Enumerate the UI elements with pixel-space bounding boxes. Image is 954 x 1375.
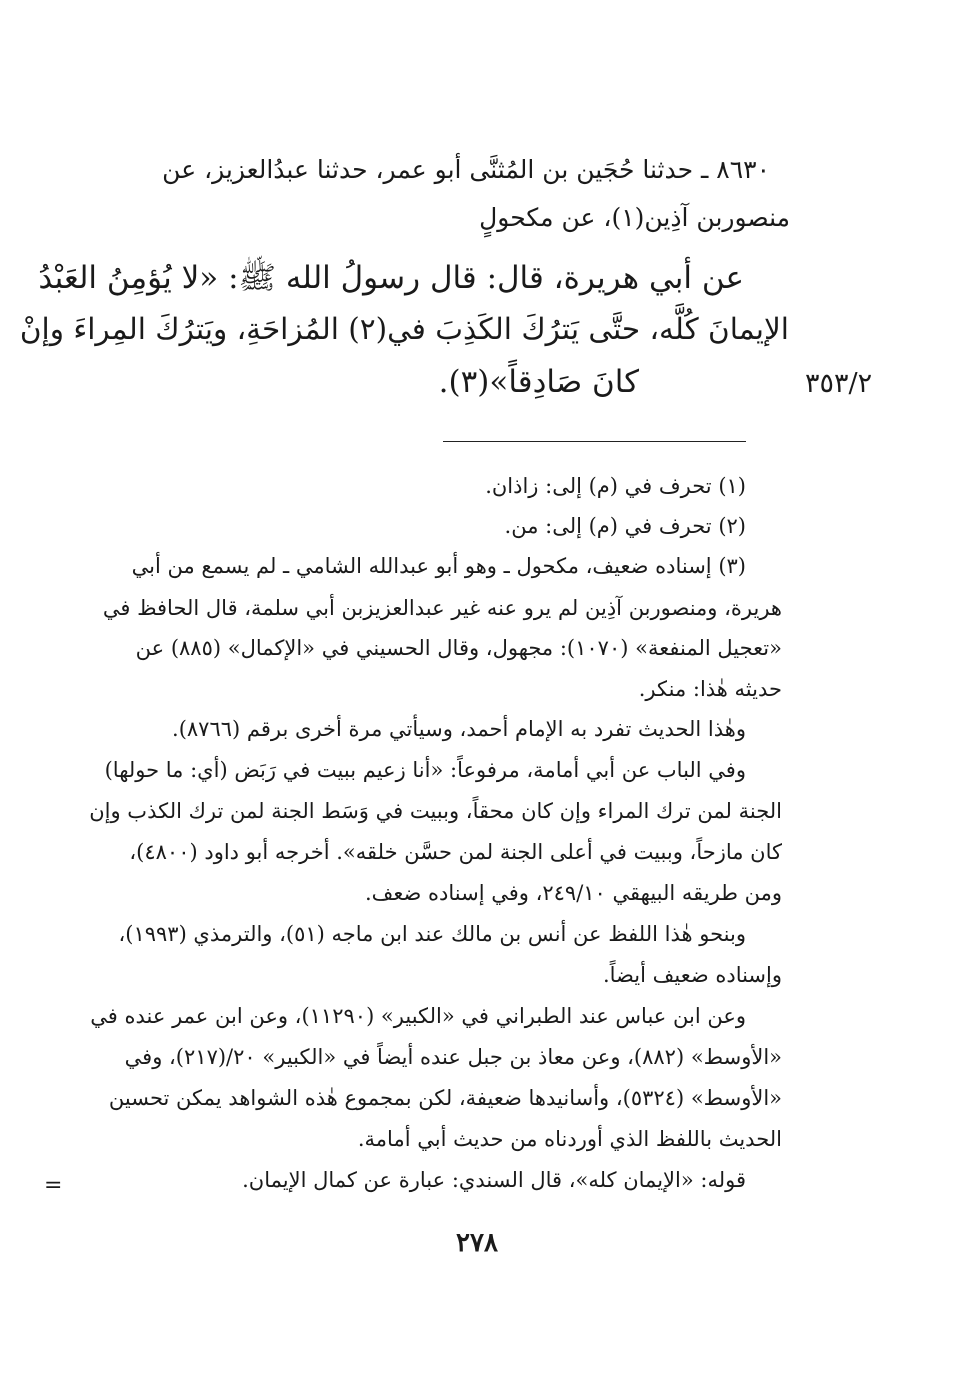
footnote-line: (٢) تحرف في (م) إلى: من. bbox=[504, 514, 746, 538]
matn-line: الإيمانَ كُلَّه، حتَّى يَترُكَ الكَذِبَ في(٢) المُزاحَةِ، ويَترُكَ المِراءَ وإنْ bbox=[19, 312, 789, 346]
footnote-line: «الأوسط» (٨٨٢)، وعن معاذ بن جبل عنده أيضاً في «الكبير» ٢٠/(٢١٧)، وفي bbox=[124, 1045, 782, 1069]
footnote-line: وهٰذا الحديث تفرد به الإمام أحمد، وسيأتي مرة أخرى برقم (٨٧٦٦). bbox=[172, 717, 746, 741]
footnote-line: «تعجيل المنفعة» (١٠٧٠): مجهول، وقال الحسيني في «الإكمال» (٨٨٥) عن bbox=[135, 636, 782, 660]
continuation-mark: = bbox=[44, 1173, 63, 1198]
footnote-line: وبنحو هٰذا اللفظ عن أنس بن مالك عند ابن ماجه (٥١)، والترمذي (١٩٩٣)، bbox=[118, 922, 746, 946]
footnote-line: وفي الباب عن أبي أمامة، مرفوعاً: «أنا زعيم ببيت في رَبَض (أي: ما حولها) bbox=[104, 758, 746, 782]
footnote-line: «الأوسط» (٥٣٢٤)، وأسانيدها ضعيفة، لكن بمجموع هٰذه الشواهد يمكن تحسين bbox=[108, 1086, 782, 1110]
footnote-line: (٣) إسناده ضعيف، مكحول ـ وهو أبو عبدالله الشامي ـ لم يسمع من أبي bbox=[131, 554, 746, 578]
footnote-line: (١) تحرف في (م) إلى: زاذان. bbox=[485, 474, 746, 498]
page-number: ٢٧٨ bbox=[456, 1228, 498, 1258]
footnote-line: قوله: «الإيمان كله»، قال السندي: عبارة عن كمال الإيمان. bbox=[242, 1168, 746, 1192]
footnote-line: ومن طريقه البيهقي ٢٤٩/١٠، وفي إسناده ضعف. bbox=[364, 881, 782, 905]
footnote-line: كان مازحاً، وببيت في أعلى الجنة لمن حسَّن خلقه». أخرجه أبو داود (٤٨٠٠)، bbox=[129, 840, 782, 864]
footnote-line: الجنة لمن ترك المراء وإن كان محقاً، وببيت في وَسَط الجنة لمن ترك الكذب وإن bbox=[89, 799, 782, 823]
isnad-line: منصوربن آذِين(١)، عن مكحولٍ bbox=[479, 203, 790, 232]
matn-line: كانَ صَادِقاً»(٣). bbox=[438, 364, 639, 400]
footnote-separator bbox=[443, 441, 746, 442]
isnad-line: ٨٦٣٠ ـ حدثنا حُجَين بن المُثنَّى أبو عمر، حدثنا عبدُالعزيز، عن bbox=[162, 155, 770, 184]
footnote-line: وعن ابن عباس عند الطبراني في «الكبير» (١١٢٩٠)، وعن ابن عمر عنده في bbox=[90, 1004, 746, 1028]
footnote-line: الحديث باللفظ الذي أوردناه من حديث أبي أمامة. bbox=[357, 1127, 782, 1151]
footnote-line: حديثه هٰذا: منكر. bbox=[638, 677, 782, 701]
matn-line: عن أبي هريرة، قال: قال رسولُ الله ﷺ: «لا يُؤمِنُ العَبْدُ bbox=[38, 260, 744, 296]
margin-reference: ٣٥٣/٢ bbox=[805, 368, 873, 399]
footnote-line: هريرة، ومنصوربن آذِين لم يرو عنه غير عبدالعزيزبن أبي سلمة، قال الحافظ في bbox=[102, 596, 782, 620]
footnote-line: وإسناده ضعيف أيضاً. bbox=[602, 963, 782, 987]
